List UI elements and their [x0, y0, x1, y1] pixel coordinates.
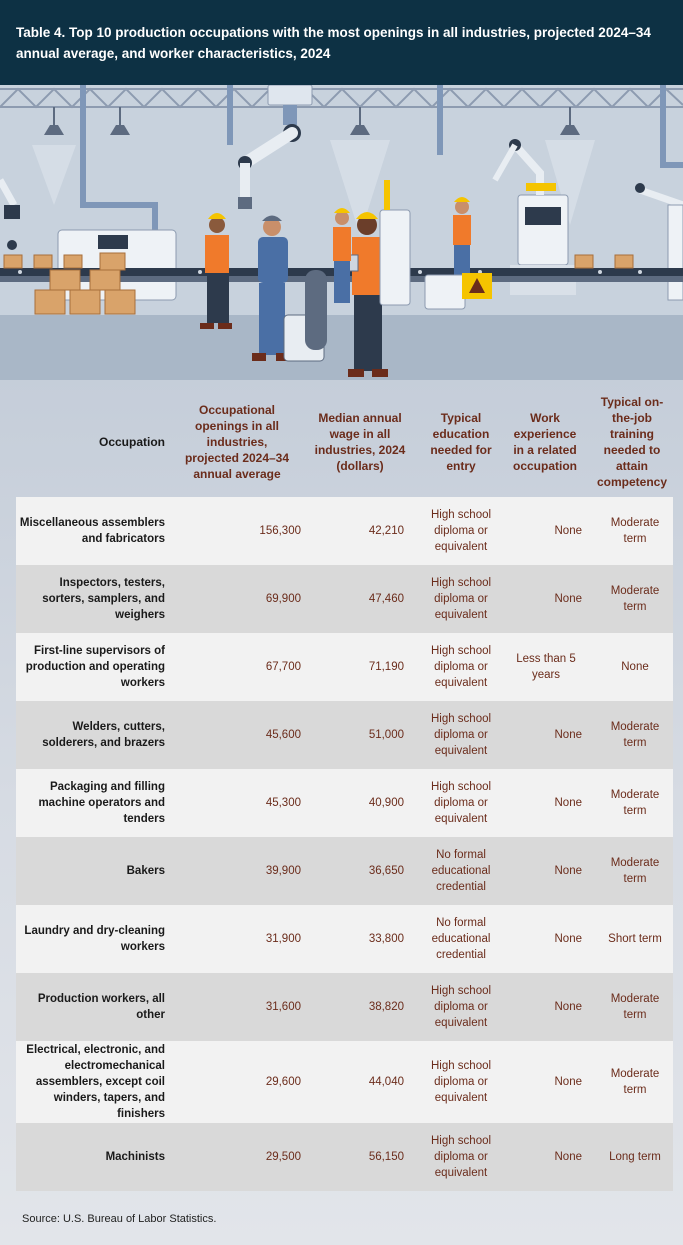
column-header-training: Typical on-the-job training needed to attain competency: [596, 395, 668, 489]
column-header-occupation: Occupation: [98, 435, 165, 449]
cell-wage: 47,460: [368, 593, 404, 605]
column-header-experience: Work experience in a related occupation: [513, 411, 578, 473]
table-row: [16, 633, 673, 701]
cell-education: High school diploma or equivalent: [430, 645, 492, 689]
cell-openings: 29,500: [265, 1151, 301, 1163]
table-row: [16, 497, 673, 565]
cell-education: High school diploma or equivalent: [430, 985, 492, 1029]
source-note: Source: U.S. Bureau of Labor Statistics.: [22, 1213, 217, 1225]
cell-wage: 56,150: [368, 1151, 404, 1163]
table-row: [16, 1123, 673, 1191]
cell-experience: None: [554, 865, 582, 877]
cell-occupation: Production workers, all other: [37, 993, 165, 1021]
cell-education: No formal educational credential: [431, 849, 491, 893]
cell-occupation: Machinists: [105, 1151, 165, 1163]
table-row: [16, 1041, 673, 1123]
cell-occupation: First-line supervisors of production and operating workers: [25, 645, 165, 689]
table-row: [16, 837, 673, 905]
table-row: [16, 973, 673, 1041]
cell-occupation: Welders, cutters, solderers, and brazers: [42, 721, 165, 749]
table-row: [16, 565, 673, 633]
cell-training: Moderate term: [610, 1068, 660, 1096]
cell-experience: None: [554, 593, 582, 605]
cell-education: High school diploma or equivalent: [430, 1060, 492, 1104]
cell-training: Short term: [608, 933, 662, 945]
cell-experience: None: [554, 1001, 582, 1013]
cell-openings: 156,300: [259, 525, 301, 537]
cell-wage: 71,190: [368, 661, 404, 673]
cell-occupation: Laundry and dry-cleaning workers: [24, 925, 165, 953]
cell-wage: 36,650: [368, 865, 404, 877]
cell-openings: 31,600: [265, 1001, 301, 1013]
cell-training: Moderate term: [610, 585, 660, 613]
cell-wage: 42,210: [368, 525, 404, 537]
cell-experience: None: [554, 1076, 582, 1088]
cell-occupation: Miscellaneous assemblers and fabricators: [19, 517, 165, 545]
cell-education: High school diploma or equivalent: [430, 577, 492, 621]
cell-education: High school diploma or equivalent: [430, 509, 492, 553]
cell-experience: None: [554, 797, 582, 809]
cell-training: None: [621, 661, 649, 673]
title-banner: [0, 0, 683, 85]
table-title: Table 4. Top 10 production occupations with the most openings in all industries, projected 2024–34 annual average, and worker characteristics, 2024: [16, 25, 651, 61]
factory-illustration: [0, 85, 683, 380]
cell-education: High school diploma or equivalent: [430, 713, 492, 757]
cell-experience: None: [554, 525, 582, 537]
cell-education: High school diploma or equivalent: [430, 781, 492, 825]
cell-education: No formal educational credential: [431, 917, 491, 961]
cell-experience: None: [554, 729, 582, 741]
data-table: [16, 497, 673, 1191]
cell-wage: 51,000: [368, 729, 404, 741]
cell-training: Moderate term: [610, 721, 660, 749]
cell-occupation: Bakers: [126, 865, 165, 877]
cell-openings: 29,600: [265, 1076, 301, 1088]
cell-experience: None: [554, 1151, 582, 1163]
cell-experience: Less than 5 years: [516, 653, 576, 681]
column-header-wage: Median annual wage in all industries, 2024 (dollars): [314, 411, 406, 473]
cell-training: Moderate term: [610, 517, 660, 545]
cell-occupation: Inspectors, testers, sorters, samplers, and weighers: [42, 577, 165, 621]
cell-openings: 67,700: [265, 661, 301, 673]
cell-openings: 45,300: [265, 797, 301, 809]
cell-wage: 38,820: [368, 1001, 404, 1013]
cell-training: Long term: [609, 1151, 661, 1163]
cell-training: Moderate term: [610, 857, 660, 885]
cell-openings: 31,900: [265, 933, 301, 945]
cell-training: Moderate term: [610, 789, 660, 817]
table-row: [16, 905, 673, 973]
cell-occupation: Packaging and filling machine operators and tenders: [38, 781, 165, 825]
cell-training: Moderate term: [610, 993, 660, 1021]
factory-worker-icon: [453, 197, 471, 277]
cell-occupation: Electrical, electronic, and electromechanical assemblers, except coil winders, tapers, and finishers: [26, 1044, 165, 1120]
table-row: [16, 701, 673, 769]
cell-wage: 33,800: [368, 933, 404, 945]
cell-wage: 44,040: [368, 1076, 404, 1088]
cell-education: High school diploma or equivalent: [430, 1135, 492, 1179]
cell-openings: 45,600: [265, 729, 301, 741]
cell-experience: None: [554, 933, 582, 945]
cell-openings: 39,900: [265, 865, 301, 877]
cell-wage: 40,900: [368, 797, 404, 809]
cell-openings: 69,900: [265, 593, 301, 605]
table-row: [16, 769, 673, 837]
column-header-openings: Occupational openings in all industries, projected 2024–34 annual average: [184, 403, 290, 481]
column-header-education: Typical education needed for entry: [430, 411, 492, 473]
